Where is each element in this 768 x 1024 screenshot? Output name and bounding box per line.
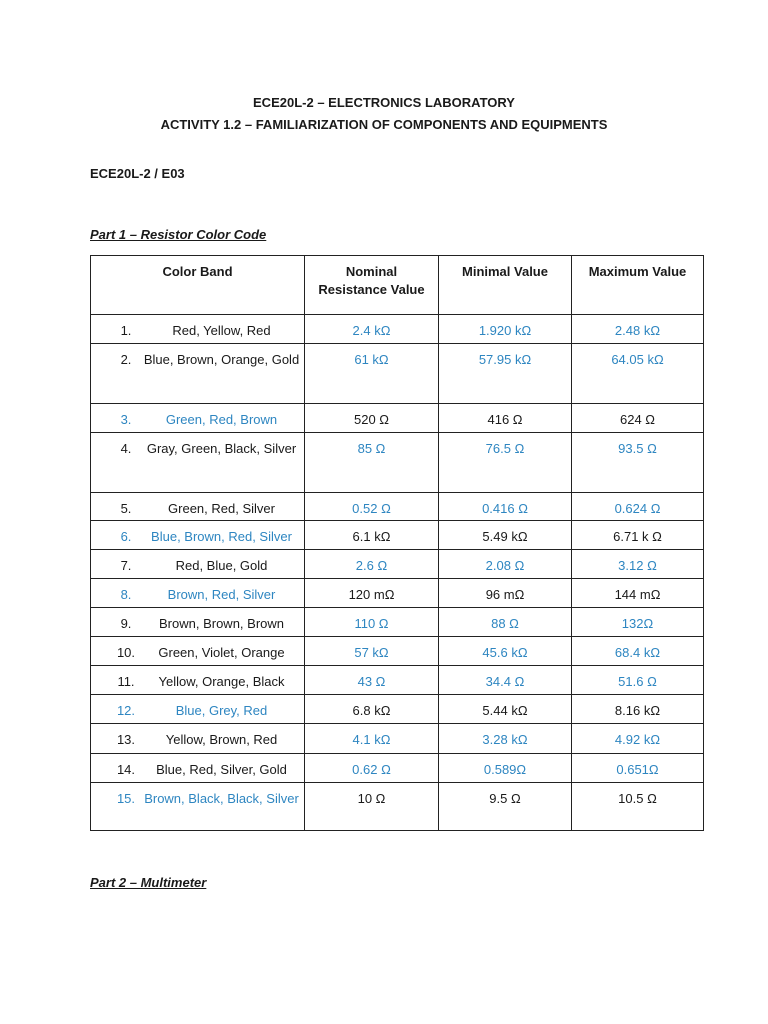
cell-color-band bbox=[91, 666, 305, 695]
cell-color-band bbox=[91, 433, 305, 493]
cell-nominal-value: 4.1 kΩ bbox=[305, 724, 439, 754]
color-band-text: Brown, Brown, Brown bbox=[159, 616, 284, 631]
cell-minimal-value: 0.589Ω bbox=[439, 754, 572, 783]
cell-color-band bbox=[91, 404, 305, 433]
table-row bbox=[91, 433, 704, 493]
row-number: 7. bbox=[120, 558, 132, 573]
table-row bbox=[91, 404, 704, 433]
cell-nominal-value: 110 Ω bbox=[305, 608, 439, 637]
table-header-row bbox=[91, 256, 704, 315]
cell-color-band bbox=[91, 783, 305, 831]
cell-maximum-value: 144 mΩ bbox=[572, 579, 704, 608]
cell-nominal-value: 6.8 kΩ bbox=[305, 695, 439, 724]
table-row bbox=[91, 754, 704, 783]
cell-color-band bbox=[91, 754, 305, 783]
cell-minimal-value: 5.49 kΩ bbox=[439, 521, 572, 550]
color-band-text: Brown, Black, Black, Silver bbox=[144, 791, 299, 806]
row-number: 3. bbox=[120, 412, 132, 427]
color-band-text: Green, Violet, Orange bbox=[158, 645, 285, 660]
color-band-text: Red, Blue, Gold bbox=[175, 558, 268, 573]
cell-color-band bbox=[91, 637, 305, 666]
cell-nominal-value: 61 kΩ bbox=[305, 344, 439, 404]
part1-title: Part 1 – Resistor Color Code bbox=[90, 227, 267, 242]
part2-title: Part 2 – Multimeter bbox=[90, 875, 207, 890]
color-band-text: Red, Yellow, Red bbox=[172, 323, 271, 338]
cell-nominal-value: 43 Ω bbox=[305, 666, 439, 695]
row-number: 9. bbox=[120, 616, 132, 631]
cell-minimal-value: 416 Ω bbox=[439, 404, 572, 433]
color-band-text: Yellow, Brown, Red bbox=[165, 732, 278, 747]
row-number: 14. bbox=[116, 762, 136, 777]
cell-minimal-value: 45.6 kΩ bbox=[439, 637, 572, 666]
table-row bbox=[91, 783, 704, 831]
table-row bbox=[91, 637, 704, 666]
color-band-text: Blue, Brown, Red, Silver bbox=[151, 529, 292, 544]
color-band-text: Gray, Green, Black, Silver bbox=[146, 441, 297, 456]
cell-maximum-value: 93.5 Ω bbox=[572, 433, 704, 493]
resistor-color-code-table bbox=[90, 255, 704, 831]
cell-minimal-value: 96 mΩ bbox=[439, 579, 572, 608]
row-number: 2. bbox=[120, 352, 132, 367]
cell-maximum-value: 6.71 k Ω bbox=[572, 521, 704, 550]
color-band-text: Blue, Brown, Orange, Gold bbox=[143, 352, 300, 367]
column-header-maximum: Maximum Value bbox=[572, 256, 704, 315]
cell-nominal-value: 85 Ω bbox=[305, 433, 439, 493]
cell-nominal-value: 0.62 Ω bbox=[305, 754, 439, 783]
cell-color-band bbox=[91, 579, 305, 608]
cell-minimal-value: 2.08 Ω bbox=[439, 550, 572, 579]
cell-minimal-value: 1.920 kΩ bbox=[439, 315, 572, 344]
cell-nominal-value: 6.1 kΩ bbox=[305, 521, 439, 550]
cell-minimal-value: 34.4 Ω bbox=[439, 666, 572, 695]
table-row bbox=[91, 344, 704, 404]
cell-nominal-value: 120 mΩ bbox=[305, 579, 439, 608]
cell-minimal-value: 9.5 Ω bbox=[439, 783, 572, 831]
row-number: 6. bbox=[120, 529, 132, 544]
cell-minimal-value: 5.44 kΩ bbox=[439, 695, 572, 724]
cell-color-band bbox=[91, 608, 305, 637]
row-number: 11. bbox=[117, 674, 135, 689]
cell-minimal-value: 57.95 kΩ bbox=[439, 344, 572, 404]
cell-maximum-value: 68.4 kΩ bbox=[572, 637, 704, 666]
color-band-text: Brown, Red, Silver bbox=[167, 587, 276, 602]
column-header-minimal: Minimal Value bbox=[439, 256, 572, 315]
cell-maximum-value: 51.6 Ω bbox=[572, 666, 704, 695]
table-row bbox=[91, 550, 704, 579]
row-number: 13. bbox=[116, 732, 136, 747]
cell-maximum-value: 4.92 kΩ bbox=[572, 724, 704, 754]
column-header-color-band: Color Band bbox=[91, 256, 305, 315]
cell-color-band bbox=[91, 550, 305, 579]
cell-maximum-value: 10.5 Ω bbox=[572, 783, 704, 831]
cell-nominal-value: 2.4 kΩ bbox=[305, 315, 439, 344]
row-number: 4. bbox=[120, 441, 132, 456]
row-number: 1. bbox=[120, 323, 132, 338]
color-band-text: Green, Red, Brown bbox=[165, 412, 278, 427]
row-number: 5. bbox=[120, 501, 132, 516]
cell-color-band bbox=[91, 493, 305, 521]
cell-minimal-value: 3.28 kΩ bbox=[439, 724, 572, 754]
section-code: ECE20L-2 / E03 bbox=[90, 166, 185, 181]
cell-nominal-value: 2.6 Ω bbox=[305, 550, 439, 579]
cell-nominal-value: 57 kΩ bbox=[305, 637, 439, 666]
color-band-text: Yellow, Orange, Black bbox=[158, 674, 285, 689]
cell-nominal-value: 520 Ω bbox=[305, 404, 439, 433]
table-row bbox=[91, 724, 704, 754]
cell-maximum-value: 2.48 kΩ bbox=[572, 315, 704, 344]
table-row bbox=[91, 579, 704, 608]
table-row bbox=[91, 695, 704, 724]
cell-nominal-value: 10 Ω bbox=[305, 783, 439, 831]
cell-maximum-value: 8.16 kΩ bbox=[572, 695, 704, 724]
color-band-text: Blue, Grey, Red bbox=[175, 703, 268, 718]
cell-maximum-value: 0.651Ω bbox=[572, 754, 704, 783]
cell-maximum-value: 0.624 Ω bbox=[572, 493, 704, 521]
row-number: 15. bbox=[116, 791, 136, 806]
cell-maximum-value: 64.05 kΩ bbox=[572, 344, 704, 404]
color-band-text: Green, Red, Silver bbox=[168, 501, 275, 516]
column-header-nominal: Nominal Resistance Value bbox=[305, 256, 439, 315]
cell-minimal-value: 88 Ω bbox=[439, 608, 572, 637]
cell-color-band bbox=[91, 724, 305, 754]
document-title-line1: ECE20L-2 – ELECTRONICS LABORATORY bbox=[253, 95, 515, 110]
table-row bbox=[91, 315, 704, 344]
document-title-line2: ACTIVITY 1.2 – FAMILIARIZATION OF COMPONENTS AND EQUIPMENTS bbox=[160, 117, 608, 132]
table-row bbox=[91, 493, 704, 521]
cell-color-band bbox=[91, 521, 305, 550]
cell-color-band bbox=[91, 344, 305, 404]
cell-maximum-value: 132Ω bbox=[572, 608, 704, 637]
cell-color-band bbox=[91, 695, 305, 724]
color-band-text: Blue, Red, Silver, Gold bbox=[156, 762, 287, 777]
row-number: 8. bbox=[120, 587, 132, 602]
table-row bbox=[91, 608, 704, 637]
cell-maximum-value: 3.12 Ω bbox=[572, 550, 704, 579]
row-number: 12. bbox=[116, 703, 136, 718]
cell-color-band bbox=[91, 315, 305, 344]
table-row bbox=[91, 666, 704, 695]
table-row bbox=[91, 521, 704, 550]
cell-nominal-value: 0.52 Ω bbox=[305, 493, 439, 521]
cell-maximum-value: 624 Ω bbox=[572, 404, 704, 433]
cell-minimal-value: 0.416 Ω bbox=[439, 493, 572, 521]
row-number: 10. bbox=[116, 645, 136, 660]
cell-minimal-value: 76.5 Ω bbox=[439, 433, 572, 493]
